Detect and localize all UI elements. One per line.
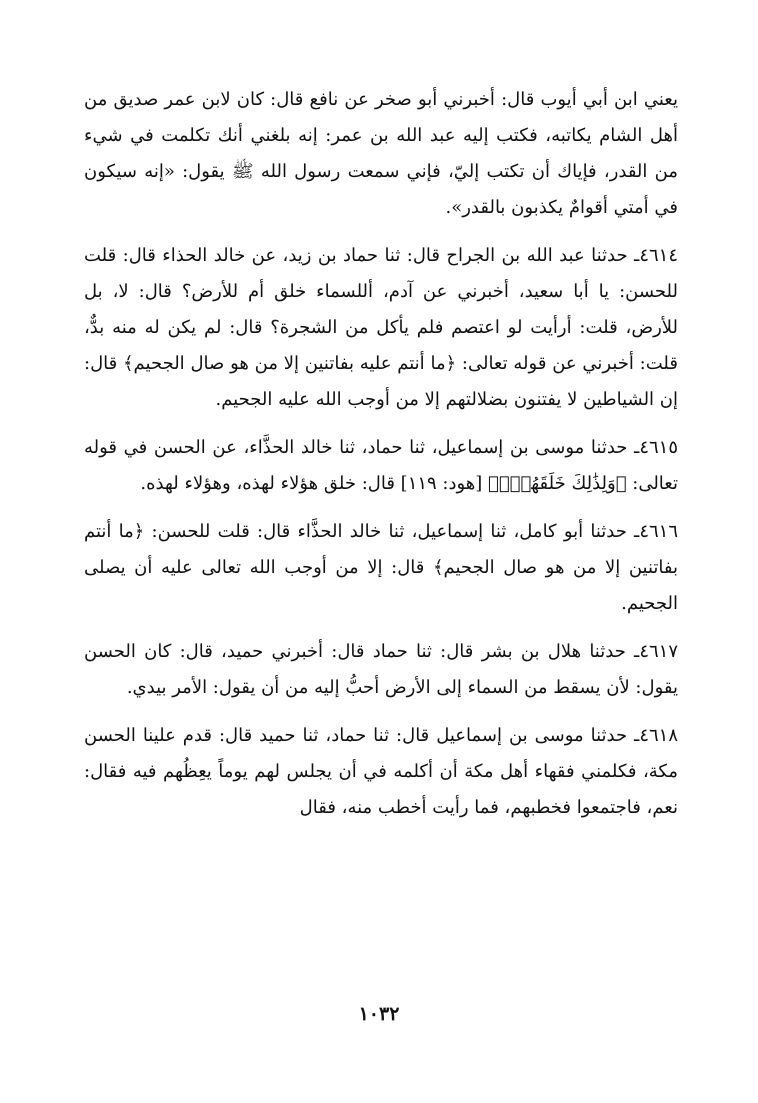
hadith-4614: ٤٦١٤ـ حدثنا عبد الله بن الجراح قال: ثنا حماد بن زيد، عن خالد الحذاء قال: قلت للحسن: يا أبا سعيد، أخبرني عن آدم، أللسماء خلق أم للأرض؟ قال: لا، بل للأرض، قلت: أرأيت لو اعتصم فلم يأكل من الشجرة؟ قال: لم يكن له منه بدٌّ، قلت: أخبرني عن قوله تعالى: ﴿ما أنتم عليه بفاتنين إلا من هو صال الجحيم﴾ قال: إن الشياطين لا يفتنون بضلالتهم إلا من أوجب الله عليه الجحيم. (84, 245, 678, 410)
page-number: ١٠٣٢ (358, 1003, 400, 1025)
page-body (84, 82, 678, 838)
hadith-4615: ٤٦١٥ـ حدثنا موسى بن إسماعيل، ثنا حماد، ثنا خالد الحذَّاء، عن الحسن في قوله تعالى: ﴿وَلِذَٰلِكَ خَلَقَهُمْۗ﴾ [هود: ١١٩] قال: خلق هؤلاء لهذه، وهؤلاء لهذه. (84, 437, 678, 494)
hadith-4616: ٤٦١٦ـ حدثنا أبو كامل، ثنا إسماعيل، ثنا خالد الحذَّاء قال: قلت للحسن: ﴿ما أنتم بفاتنين إلا من هو صال الجحيم﴾ قال: إلا من أوجب الله تعالى عليه أن يصلى الجحيم. (84, 521, 678, 614)
hadith-4618: ٤٦١٨ـ حدثنا موسى بن إسماعيل قال: ثنا حماد، ثنا حميد قال: قدم علينا الحسن مكة، فكلمني فقهاء أهل مكة أن أكلمه في أن يجلس لهم يوماً يعِظُهم فيه فقال: نعم، فاجتمعوا فخطبهم، فما رأيت أخطب منه، فقال (84, 725, 678, 818)
paragraph-continuation: يعني ابن أبي أيوب قال: أخبرني أبو صخر عن نافع قال: كان لابن عمر صديق من أهل الشام يكاتبه، فكتب إليه عبد الله بن عمر: إنه بلغني أنك تكلمت في شيء من القدر، فإياك أن تكتب إليّ، فإني سمعت رسول الله ﷺ يقول: «إنه سيكون في أمتي أقوامٌ يكذبون بالقدر». (84, 89, 678, 218)
hadith-4617: ٤٦١٧ـ حدثنا هلال بن بشر قال: ثنا حماد قال: أخبرني حميد، قال: كان الحسن يقول: لأن يسقط من السماء إلى الأرض أحبُّ إليه من أن يقول: الأمر بيدي. (84, 641, 678, 698)
